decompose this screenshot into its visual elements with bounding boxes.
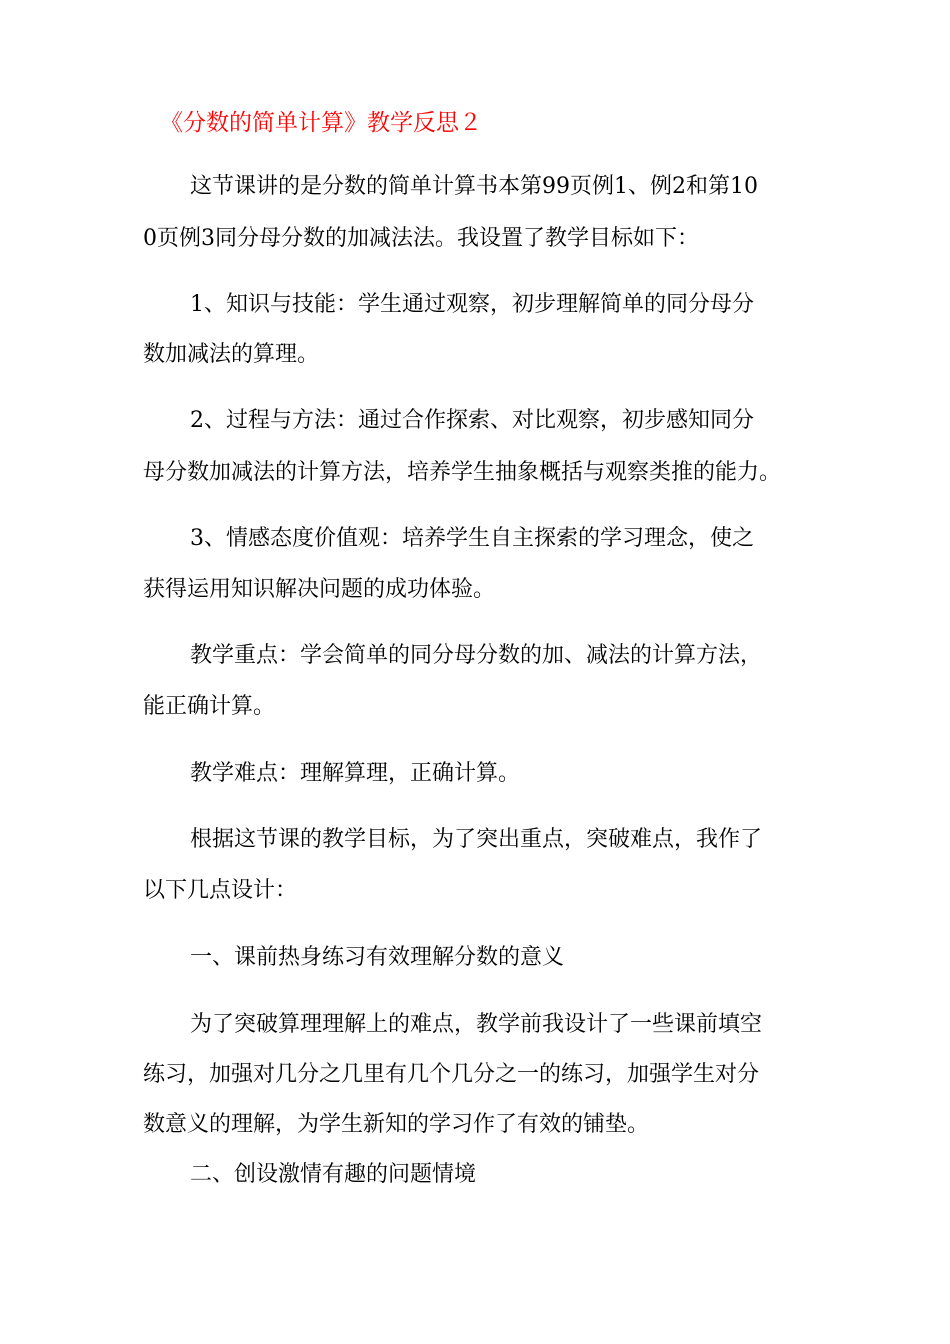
key-point-line-1: 教学重点：学会简单的同分母分数的加、减法的计算方法，: [190, 643, 763, 668]
goal-knowledge-line-1: 1、知识与技能：学生通过观察，初步理解简单的同分母分: [190, 292, 754, 317]
heading-two: 二、创设激情有趣的问题情境: [190, 1162, 477, 1187]
key-point-line-2: 能正确计算。: [143, 694, 276, 719]
difficult-point-line-1: 教学难点：理解算理，正确计算。: [190, 761, 521, 786]
intro-line-1: 这节课讲的是分数的简单计算书本第99页例1、例2和第10: [190, 174, 758, 199]
goal-process-line-1: 2、过程与方法：通过合作探索、对比观察，初步感知同分: [190, 408, 754, 433]
goal-attitude-line-2: 获得运用知识解决问题的成功体验。: [143, 577, 496, 602]
heading-one: 一、课前热身练习有效理解分数的意义: [190, 945, 565, 970]
design-intro-line-2: 以下几点设计：: [143, 878, 298, 903]
goal-knowledge-line-2: 数加减法的算理。: [143, 342, 320, 367]
goal-process-line-2: 母分数加减法的计算方法，培养学生抽象概括与观察类推的能力。: [143, 460, 782, 485]
section-one-line-1: 为了突破算理理解上的难点，教学前我设计了一些课前填空: [190, 1012, 763, 1037]
intro-line-2: 0页例3同分母分数的加减法法。我设置了教学目标如下：: [143, 226, 699, 251]
document-title: 《分数的简单计算》教学反思２: [160, 110, 482, 136]
section-one-line-2: 练习，加强对几分之几里有几个几分之一的练习，加强学生对分: [143, 1062, 760, 1087]
goal-attitude-line-1: 3、情感态度价值观：培养学生自主探索的学习理念，使之: [190, 526, 754, 551]
section-one-line-3: 数意义的理解，为学生新知的学习作了有效的铺垫。: [143, 1112, 650, 1137]
design-intro-line-1: 根据这节课的教学目标，为了突出重点，突破难点，我作了: [190, 827, 763, 852]
